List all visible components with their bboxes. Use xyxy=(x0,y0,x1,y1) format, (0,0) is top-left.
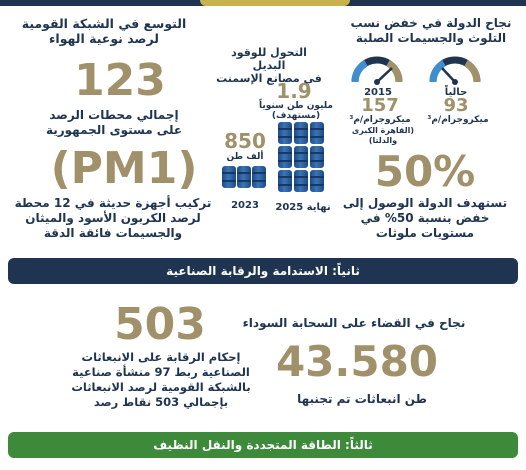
gauge-2015-value: 157 xyxy=(361,95,399,116)
monitoring-caption-line2: الصناعية ربط 97 منشأة صناعية xyxy=(72,365,250,379)
target-caption xyxy=(330,196,520,241)
network-title-line2: لرصد نوعية الهواء xyxy=(49,31,159,46)
stations-caption-line1: إجمالي محطات الرصد xyxy=(49,108,179,122)
gauge-2015-unit: ميكروجرام/م³ xyxy=(349,115,411,125)
oil-barrel-icon-small xyxy=(222,166,266,200)
gauge-2015-note: (القاهرة الكبرى والدلتا) xyxy=(351,126,415,145)
monitoring-caption-line4: بإجمالي 503 نقاط رصد xyxy=(93,395,229,409)
monitoring-caption xyxy=(46,350,276,410)
fuel-title-line2: في مصانع الإسمنت xyxy=(216,72,322,85)
top-bar-accent xyxy=(200,0,350,6)
reduction-title xyxy=(338,16,524,46)
target-caption-line1: تستهدف الدولة الوصول إلى xyxy=(342,196,508,210)
gauge-icon-2015 xyxy=(350,54,404,86)
network-title-line1: التوسع في الشبكة القومية xyxy=(21,16,187,31)
section-banner-sustainability xyxy=(8,258,518,284)
fuel-current-value: 850 xyxy=(224,129,266,153)
gauge-2015-label: 2015 xyxy=(364,87,392,98)
monitoring-points-value: 503 xyxy=(114,299,206,350)
reduction-title-line2: التلوث والجسيمات الصلبة xyxy=(355,31,507,45)
fuel-target-unit-line2: (مستهدف) xyxy=(271,111,321,121)
pm1-caption-line1: تركيب أجهزة حديثة في 12 محطة xyxy=(14,196,212,210)
monitoring-caption-line3: بالشبكة القومية لرصد الانبعاثات xyxy=(71,380,251,394)
section-banner-renewable-label: ثالثاً: الطاقة المتجددة والنقل النظيف xyxy=(153,438,373,452)
fuel-current-year: 2023 xyxy=(231,200,259,211)
section-banner-renewable xyxy=(8,432,518,458)
stations-caption xyxy=(14,108,214,138)
fuel-target-unit xyxy=(256,101,336,121)
pm1-caption xyxy=(8,196,218,241)
network-title xyxy=(14,16,194,46)
target-caption-line3: مستويات ملوثات xyxy=(375,226,475,240)
cloud-value: 43.580 xyxy=(275,337,439,386)
reduction-title-line1: نجاح الدولة في خفض نسب xyxy=(350,16,512,30)
section-banner-sustainability-label: ثانياً: الاستدامة والرقابة الصناعية xyxy=(166,264,360,278)
stations-value: 123 xyxy=(74,55,166,106)
monitoring-caption-line1: إحكام الرقابة على الانبعاثات xyxy=(81,350,241,364)
pm1-value: (PM1) xyxy=(50,143,198,194)
pm1-caption-line3: والجسيمات فائقة الدقة xyxy=(43,226,183,240)
fuel-target-value: 1.9 xyxy=(276,79,312,103)
target-caption-line2: خفض بنسبة 50% في xyxy=(360,211,490,225)
fuel-target-year: نهاية 2025 xyxy=(275,202,331,213)
gauge-current-value: 93 xyxy=(443,95,469,116)
gauge-icon-current xyxy=(428,54,482,86)
fuel-target-unit-line1: مليون طن سنوياً xyxy=(258,101,333,111)
target-value: 50% xyxy=(374,147,476,196)
stations-caption-line2: على مستوى الجمهورية xyxy=(45,123,183,137)
gauge-current-unit: ميكروجرام/م³ xyxy=(427,115,489,125)
oil-barrel-icon-large xyxy=(278,122,326,202)
fuel-current-unit: ألف طن xyxy=(226,152,264,162)
fuel-title-line1: التحول للوقود البديل xyxy=(231,46,307,72)
pm1-caption-line2: لرصد الكربون الأسود والميثان xyxy=(25,211,201,225)
cloud-title: نجاح في القضاء على السحابة السوداء xyxy=(242,316,466,330)
gauge-current-label: حالياً xyxy=(444,87,468,98)
cloud-caption: طن انبعاثات تم تجنبها xyxy=(297,392,427,406)
